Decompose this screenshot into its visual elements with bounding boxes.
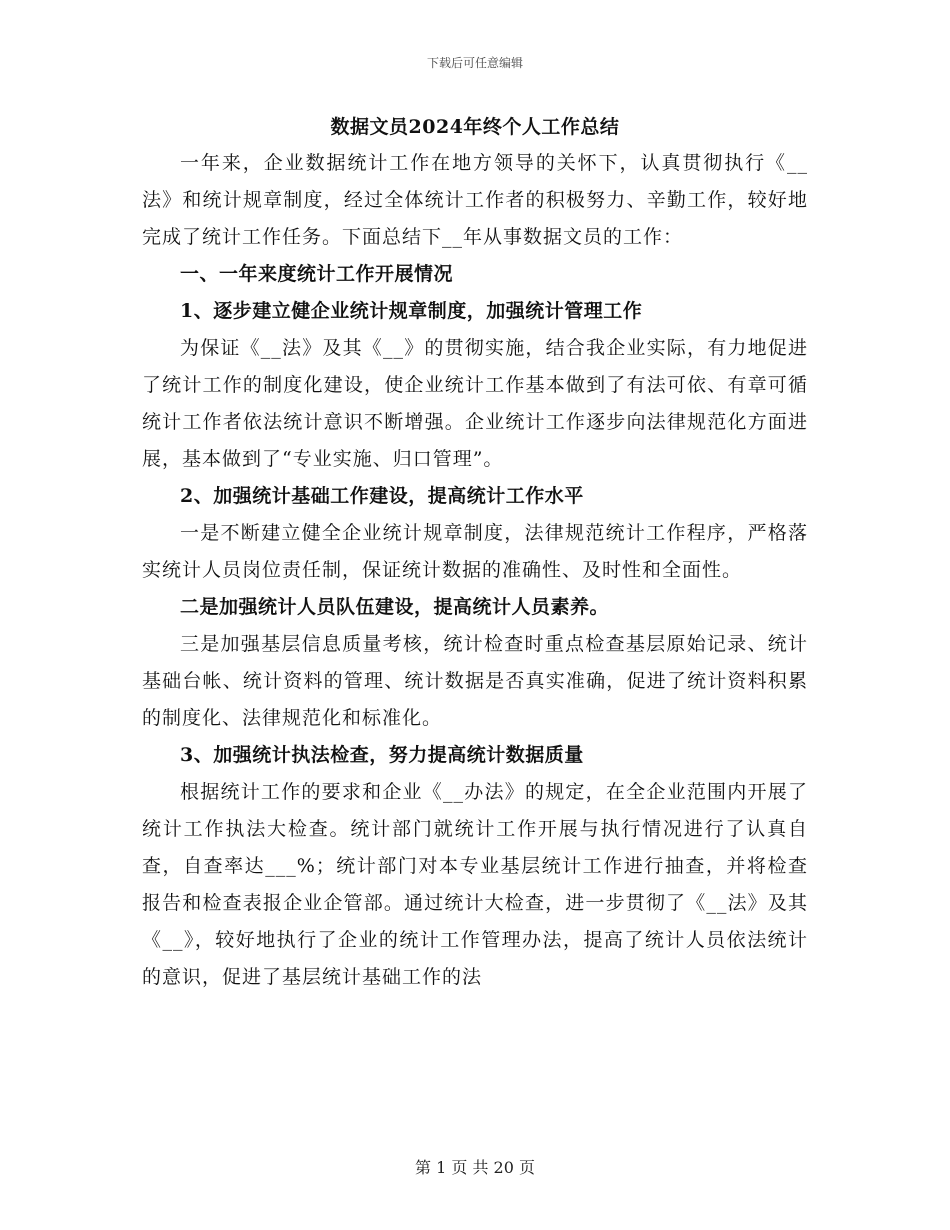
paragraph-point-3: 三是加强基层信息质量考核，统计检查时重点检查基层原始记录、统计基础台帐、统计资料的管理、统计数据是否真实准确，促进了统计资料积累的制度化、法律规范化和标准化。: [142, 633, 808, 729]
paragraph-subsection-3: 根据统计工作的要求和企业《__办法》的规定，在全企业范围内开展了统计工作执法大检查。统计部门就统计工作开展与执行情况进行了认真自查，自查率达___%；统计部门对本专业基层统计工作进行抽查，并将检查报告和检查表报企业企管部。通过统计大检查，进一步贯彻了《__法》及其《__》，较好地执行了企业的统计工作管理办法，提高了统计人员依法统计的意识，促进了基层统计基础工作的法: [142, 781, 808, 988]
header-note: 下载后可任意编辑: [426, 56, 523, 70]
heading-subsection-2: 2、加强统计基础工作建设，提高统计工作水平: [180, 485, 584, 507]
paragraph-subsection-2: 一是不断建立健全企业统计规章制度，法律规范统计工作程序，严格落实统计人员岗位责任制，保证统计数据的准确性、及时性和全面性。: [142, 522, 808, 581]
heading-section-1: 一、一年来度统计工作开展情况: [180, 263, 454, 285]
heading-point-2: 二是加强统计人员队伍建设，提高统计人员素养。: [180, 596, 610, 618]
heading-subsection-1: 1、逐步建立健企业统计规章制度，加强统计管理工作: [180, 300, 643, 322]
document-title: 数据文员2024年终个人工作总结: [330, 116, 620, 138]
page-footer: 第 1 页 共 20 页: [415, 1158, 535, 1177]
paragraph-subsection-1: 为保证《__法》及其《__》的贯彻实施，结合我企业实际，有力地促进了统计工作的制度化建设，使企业统计工作基本做到了有法可依、有章可循统计工作者依法统计意识不断增强。企业统计工作逐步向法律规范化方面进展，基本做到了“专业实施、归口管理”。: [142, 337, 808, 470]
paragraph-intro: 一年来，企业数据统计工作在地方领导的关怀下，认真贯彻执行《__法》和统计规章制度，经过全体统计工作者的积极努力、辛勤工作，较好地完成了统计工作任务。下面总结下__年从事数据文员的工作：: [142, 152, 808, 248]
heading-subsection-3: 3、加强统计执法检查，努力提高统计数据质量: [180, 744, 584, 766]
document-body: [142, 145, 808, 996]
